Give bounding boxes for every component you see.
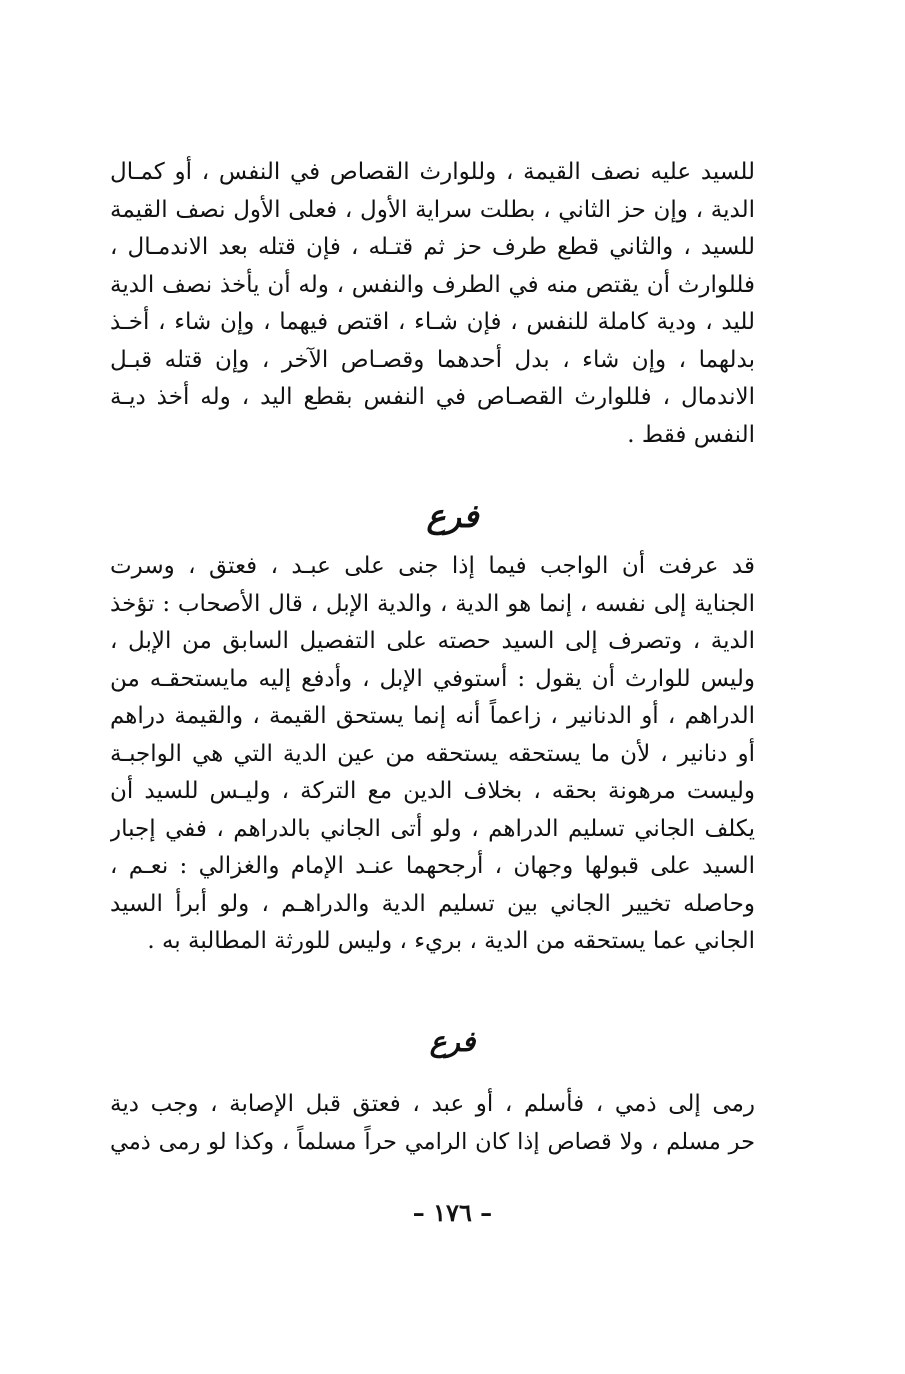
section-heading: فرع	[426, 497, 479, 535]
text-line: السيد على قبولها وجهان ، أرجحهما عنـد الإمام والغزالي : نعـم ،	[110, 853, 755, 879]
text-line: رمى إلى ذمي ، فأسلم ، أو عبد ، فعتق قبل الإصابة ، وجب دية	[110, 1091, 755, 1117]
text-line: النفس فقط .	[627, 421, 755, 448]
text-line: بدلهما ، وإن شاء ، بدل أحدهما وقصـاص الآخر ، وإن قتله قبـل	[110, 346, 755, 373]
paragraph-2	[110, 548, 755, 961]
text-line: أو دنانير ، لأن ما يستحقه يستحقه من عين الدية التي هي الواجبـة	[110, 740, 755, 767]
text-line: الدية ، وتصرف إلى السيد حصته على التفصيل السابق من الإبل ،	[110, 628, 755, 654]
text-line: وليس للوارث أن يقول : أستوفي الإبل ، وأدفع إليه مايستحقـه من	[110, 665, 755, 692]
paragraph-3	[110, 1086, 755, 1161]
text-line: فللوارث أن يقتص منه في الطرف والنفس ، وله أن يأخذ نصف الدية	[110, 271, 755, 298]
section-heading: فرع	[429, 1025, 476, 1058]
text-line: الدية ، وإن حز الثاني ، بطلت سراية الأول ، فعلى الأول نصف القيمة	[110, 196, 755, 223]
text-line: للسيد عليه نصف القيمة ، وللوارث القصاص في النفس ، أو كمـال	[110, 159, 755, 185]
text-line: الاندمال ، فللوارث القصـاص في النفس بقطع اليد ، وله أخذ ديـة	[110, 384, 755, 410]
text-line: وليست مرهونة بحقه ، بخلاف الدين مع التركة ، وليـس للسيد أن	[110, 778, 755, 804]
page-number: – ١٧٦ –	[412, 1198, 493, 1227]
text-line: الجاني عما يستحقه من الدية ، بريء ، وليس للورثة المطالبة به .	[147, 928, 755, 954]
text-line: الجناية إلى نفسه ، إنما هو الدية ، والدية الإبل ، قال الأصحاب : تؤخذ	[110, 590, 755, 617]
text-line: الدراهم ، أو الدنانير ، زاعماً أنه إنما يستحق القيمة ، والقيمة دراهم	[110, 703, 755, 729]
text-line: حر مسلم ، ولا قصاص إذا كان الرامي حراً مسلماً ، وكذا لو رمى ذمي	[110, 1128, 755, 1155]
text-line: وحاصله تخيير الجاني بين تسليم الدية والدراهـم ، ولو أبرأ السيد	[110, 890, 755, 917]
paragraph-1	[110, 154, 755, 454]
text-line: قد عرفت أن الواجب فيما إذا جنى على عبـد ، فعتق ، وسرت	[110, 553, 755, 579]
text-line: يكلف الجاني تسليم الدراهم ، ولو أتى الجاني بالدراهم ، ففي إجبار	[110, 815, 755, 842]
text-line: للسيد ، والثاني قطع طرف حز ثم قتـله ، فإن قتله بعد الاندمـال ،	[110, 234, 755, 260]
text-line: لليد ، ودية كاملة للنفس ، فإن شـاء ، اقتص فيهما ، وإن شاء ، أخـذ	[110, 309, 755, 335]
